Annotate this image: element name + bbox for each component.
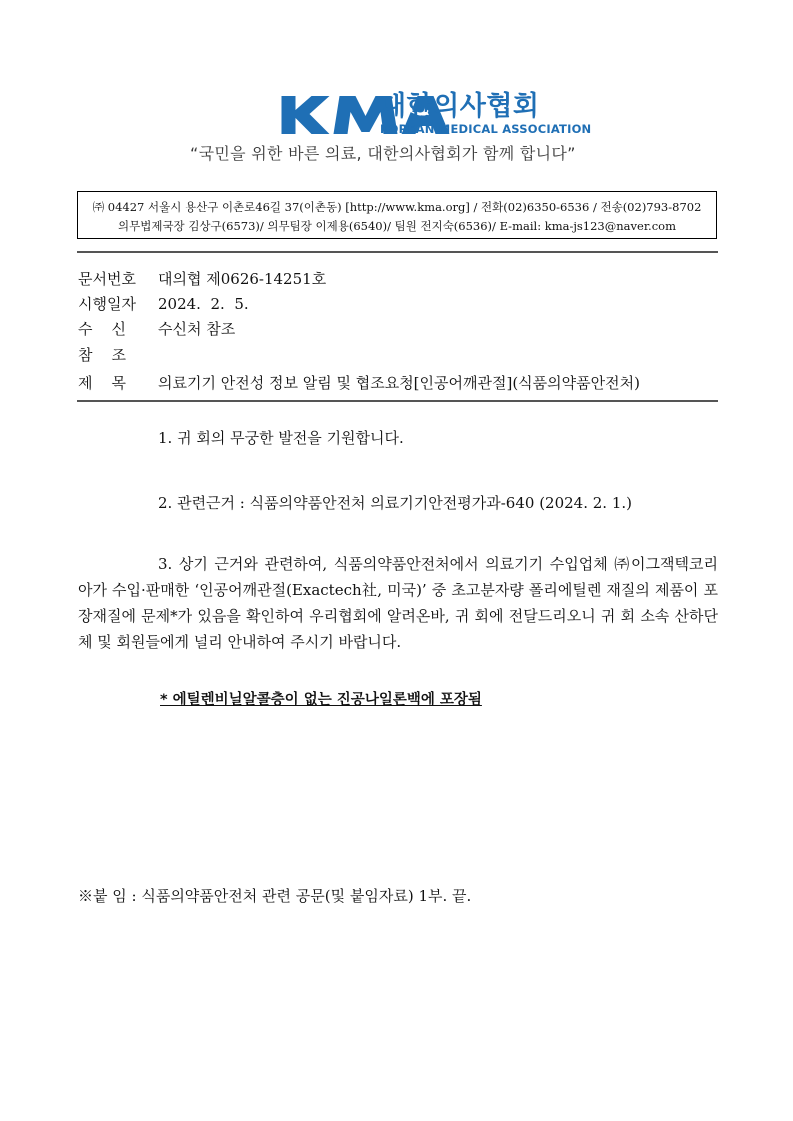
subject-value: 의료기기 안전성 정보 알림 및 협조요청[인공어깨관절](식품의약품안전처) <box>158 374 640 392</box>
date-label: 시행일자 <box>78 295 136 313</box>
doc-number-label: 문서번호 <box>78 270 136 288</box>
reference-label: 참 조 <box>78 346 127 364</box>
recipient-label: 수 신 <box>78 320 127 338</box>
doc-number: 대의협 제0626-14251호 <box>158 270 327 288</box>
recipient-value: 수신처 참조 <box>158 320 236 338</box>
contact-box <box>77 191 717 239</box>
attachment-line: ※붙 임 : 식품의약품안전처 관련 공문(및 붙임자료) 1부. 끝. <box>78 887 472 905</box>
org-name-ko: 대한의사협회 <box>380 91 540 122</box>
footnote: * 에틸렌비닐알콜층이 없는 진공나일론백에 포장됨 <box>160 692 482 708</box>
org-name-en: KOREAN MEDICAL ASSOCIATION <box>380 122 592 136</box>
divider-bottom <box>77 400 718 402</box>
paragraph-1: 1. 귀 회의 무궁한 발전을 기원합니다. <box>158 429 404 447</box>
contact-address: ㈜ 04427 서울시 용산구 이촌로46길 37(이촌동) [http://www.kma.org] / 전화(02)6350-6536 / 전송(02)793-8702 <box>92 200 702 214</box>
subject-label: 제 목 <box>78 374 127 392</box>
paragraph-2: 2. 관련근거 : 식품의약품안전처 의료기기안전평가과-640 (2024. 2. 1.) <box>158 494 633 512</box>
date-value: 2024. 2. 5. <box>158 295 249 313</box>
slogan: “국민을 위한 바른 의료, 대한의사협회가 함께 합니다” <box>190 144 576 163</box>
logo-letter-k <box>282 96 330 134</box>
paragraph-3: 3. 상기 근거와 관련하여, 식품의약품안전처에서 의료기기 수입업체 ㈜이그잭텍코리아가 수입·판매한 ‘인공어깨관절(Exactech社, 미국)’ 중 초고분자량 폴리에틸렌 재질의 제품이 포장재질에 문제*가 있음을 확인하여 우리협회에 알려온바, 귀 회에 전달드리오니 귀 회 소속 산하단체 및 회원들에게 널리 안내하여 주시기 바랍니다. <box>78 555 718 651</box>
contact-staff: 의무법제국장 김상구(6573)/ 의무팀장 이제용(6540)/ 팀원 전지숙(6536)/ E-mail: kma-js123@naver.com <box>118 219 676 233</box>
divider-top <box>77 251 718 253</box>
